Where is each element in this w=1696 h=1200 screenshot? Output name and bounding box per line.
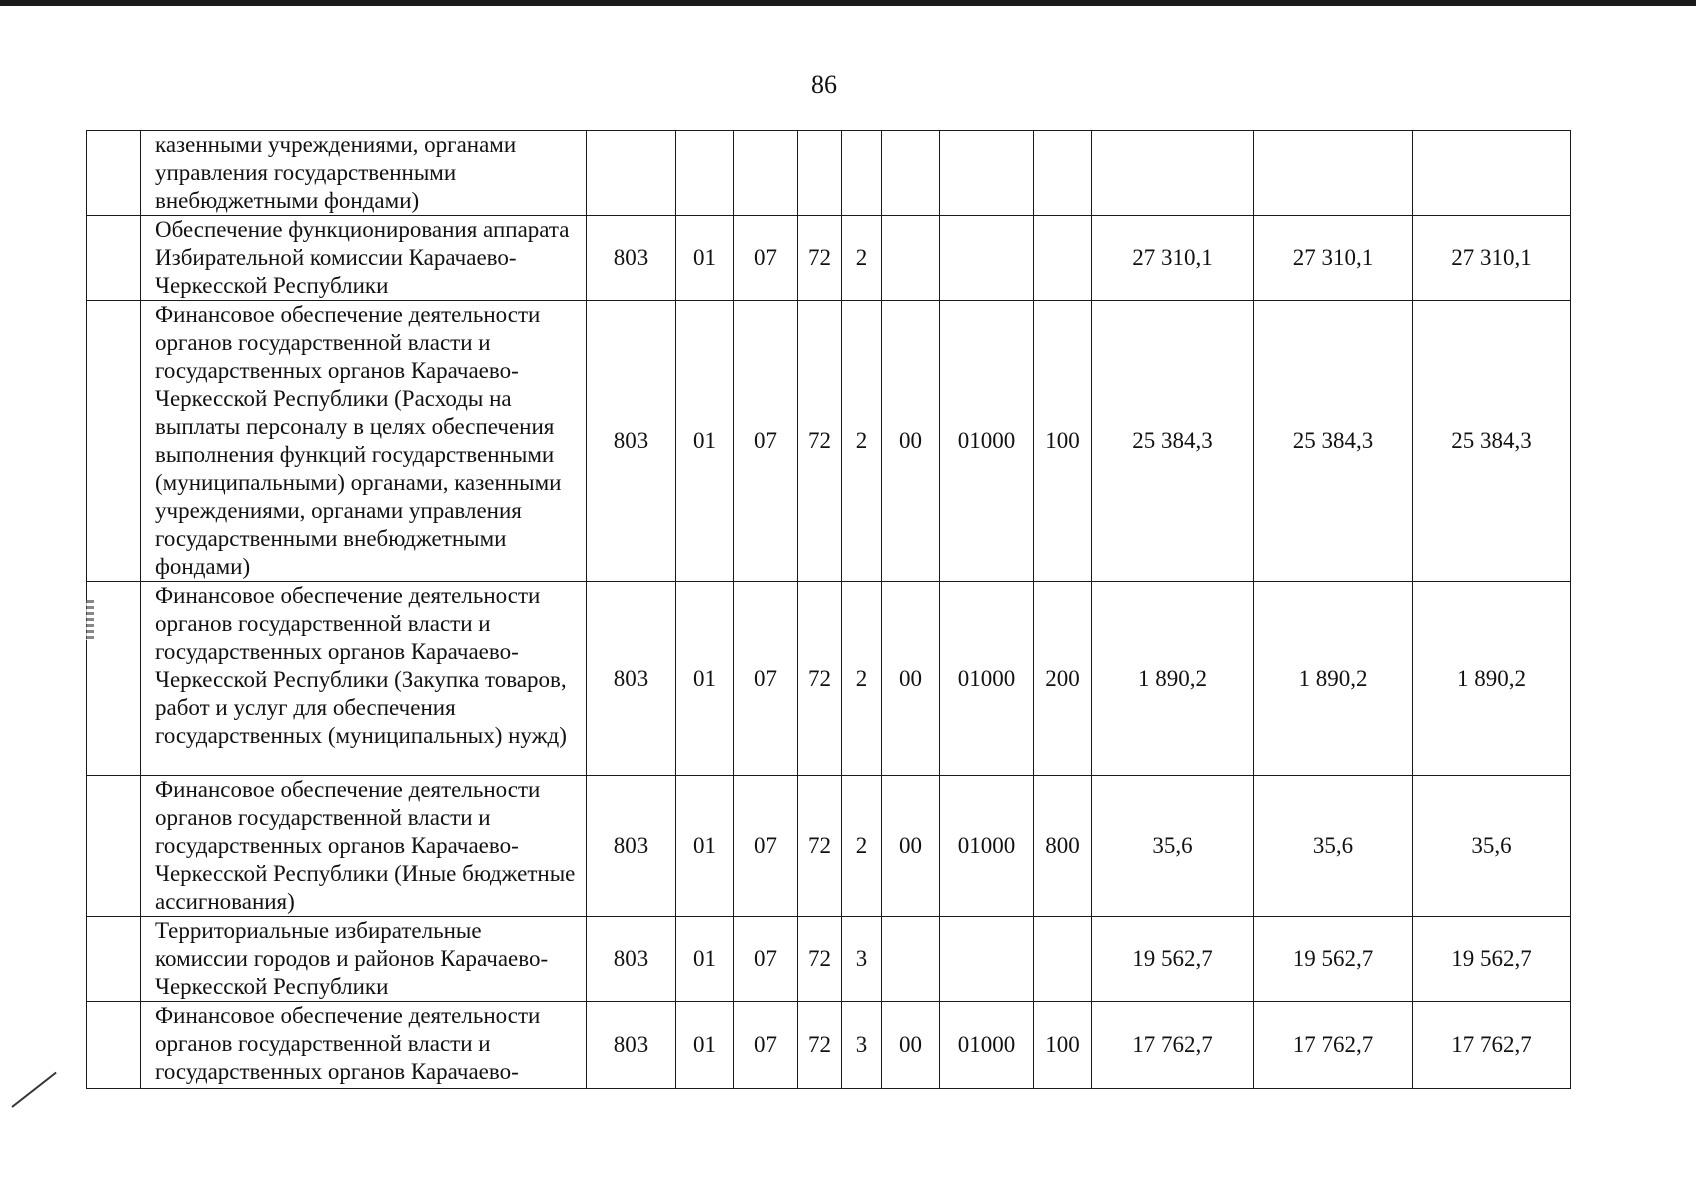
expense-type-code: 100 xyxy=(1034,301,1092,582)
sum-year-1 xyxy=(1092,131,1254,216)
section-code: 01 xyxy=(676,301,734,582)
sum-year-2: 19 562,7 xyxy=(1254,917,1413,1002)
sum-year-2: 27 310,1 xyxy=(1254,216,1413,301)
row-number xyxy=(87,131,141,216)
program-code: 72 xyxy=(798,582,842,776)
ved-code xyxy=(587,131,676,216)
sum-year-3: 1 890,2 xyxy=(1413,582,1571,776)
direction-code xyxy=(940,216,1034,301)
sum-year-3 xyxy=(1413,131,1571,216)
expense-type-code xyxy=(1034,131,1092,216)
direction-code xyxy=(940,917,1034,1002)
sum-year-3: 25 384,3 xyxy=(1413,301,1571,582)
row-number xyxy=(87,776,141,917)
direction-code: 01000 xyxy=(940,776,1034,917)
section-code: 01 xyxy=(676,917,734,1002)
program-code xyxy=(798,131,842,216)
activity-code: 00 xyxy=(882,301,940,582)
table-row xyxy=(87,776,1571,917)
row-description: Финансовое обеспечение деятельности органов государственной власти и государственных органов Карачаево-Черкесской Республики (Закупка товаров, работ и услуг для обеспечения государственных (муниципальных) нужд) xyxy=(141,582,587,776)
row-description: Обеспечение функционирования аппарата Избирательной комиссии Карачаево-Черкесской Республики xyxy=(141,216,587,301)
activity-code: 00 xyxy=(882,776,940,917)
margin-scan-mark xyxy=(86,600,94,640)
expense-type-code: 800 xyxy=(1034,776,1092,917)
subprogram-code: 2 xyxy=(842,582,882,776)
ved-code: 803 xyxy=(587,216,676,301)
row-number xyxy=(87,1002,141,1089)
row-number xyxy=(87,216,141,301)
row-description: Финансовое обеспечение деятельности органов государственной власти и государственных органов Карачаево- xyxy=(141,1002,587,1089)
table-row xyxy=(87,1002,1571,1089)
table-row xyxy=(87,216,1571,301)
subsection-code: 07 xyxy=(734,1002,798,1089)
section-code: 01 xyxy=(676,582,734,776)
sum-year-3: 19 562,7 xyxy=(1413,917,1571,1002)
expense-type-code: 200 xyxy=(1034,582,1092,776)
sum-year-1: 1 890,2 xyxy=(1092,582,1254,776)
sum-year-2: 25 384,3 xyxy=(1254,301,1413,582)
subsection-code: 07 xyxy=(734,582,798,776)
table-row xyxy=(87,131,1571,216)
row-description: казенными учреждениями, органами управления государственными внебюджетными фондами) xyxy=(141,131,587,216)
row-description: Финансовое обеспечение деятельности органов государственной власти и государственных органов Карачаево-Черкесской Республики (Иные бюджетные ассигнования) xyxy=(141,776,587,917)
activity-code xyxy=(882,216,940,301)
sum-year-1: 35,6 xyxy=(1092,776,1254,917)
subprogram-code: 3 xyxy=(842,917,882,1002)
subprogram-code xyxy=(842,131,882,216)
expense-type-code xyxy=(1034,216,1092,301)
ved-code: 803 xyxy=(587,1002,676,1089)
table-row xyxy=(87,917,1571,1002)
section-code xyxy=(676,131,734,216)
program-code: 72 xyxy=(798,917,842,1002)
sum-year-1: 19 562,7 xyxy=(1092,917,1254,1002)
program-code: 72 xyxy=(798,301,842,582)
activity-code: 00 xyxy=(882,1002,940,1089)
expense-type-code: 100 xyxy=(1034,1002,1092,1089)
page-number: 86 xyxy=(811,70,837,99)
direction-code: 01000 xyxy=(940,301,1034,582)
activity-code xyxy=(882,131,940,216)
direction-code: 01000 xyxy=(940,582,1034,776)
subprogram-code: 2 xyxy=(842,216,882,301)
row-description: Финансовое обеспечение деятельности органов государственной власти и государственных органов Карачаево-Черкесской Республики (Расходы на выплаты персоналу в целях обеспечения выполнения функций государственными (муниципальными) органами, казенными учреждениями, органами управления государственными внебюджетными фондами) xyxy=(141,301,587,582)
table-row xyxy=(87,582,1571,776)
pen-mark xyxy=(11,1072,56,1108)
sum-year-1: 17 762,7 xyxy=(1092,1002,1254,1089)
program-code: 72 xyxy=(798,776,842,917)
row-number xyxy=(87,582,141,776)
ved-code: 803 xyxy=(587,582,676,776)
sum-year-3: 17 762,7 xyxy=(1413,1002,1571,1089)
budget-table xyxy=(86,130,1571,1089)
sum-year-2 xyxy=(1254,131,1413,216)
row-number xyxy=(87,301,141,582)
sum-year-2: 17 762,7 xyxy=(1254,1002,1413,1089)
sum-year-2: 35,6 xyxy=(1254,776,1413,917)
expense-type-code xyxy=(1034,917,1092,1002)
subprogram-code: 2 xyxy=(842,301,882,582)
section-code: 01 xyxy=(676,776,734,917)
direction-code: 01000 xyxy=(940,1002,1034,1089)
subsection-code: 07 xyxy=(734,301,798,582)
section-code: 01 xyxy=(676,1002,734,1089)
subsection-code: 07 xyxy=(734,216,798,301)
subsection-code: 07 xyxy=(734,776,798,917)
program-code: 72 xyxy=(798,1002,842,1089)
subsection-code xyxy=(734,131,798,216)
page-top-edge xyxy=(0,0,1696,6)
subprogram-code: 3 xyxy=(842,1002,882,1089)
row-description: Территориальные избирательные комиссии городов и районов Карачаево-Черкесской Республики xyxy=(141,917,587,1002)
activity-code: 00 xyxy=(882,582,940,776)
direction-code xyxy=(940,131,1034,216)
row-number xyxy=(87,917,141,1002)
sum-year-2: 1 890,2 xyxy=(1254,582,1413,776)
subsection-code: 07 xyxy=(734,917,798,1002)
sum-year-1: 25 384,3 xyxy=(1092,301,1254,582)
activity-code xyxy=(882,917,940,1002)
section-code: 01 xyxy=(676,216,734,301)
ved-code: 803 xyxy=(587,917,676,1002)
sum-year-3: 35,6 xyxy=(1413,776,1571,917)
sum-year-1: 27 310,1 xyxy=(1092,216,1254,301)
table-row xyxy=(87,301,1571,582)
subprogram-code: 2 xyxy=(842,776,882,917)
ved-code: 803 xyxy=(587,301,676,582)
ved-code: 803 xyxy=(587,776,676,917)
program-code: 72 xyxy=(798,216,842,301)
sum-year-3: 27 310,1 xyxy=(1413,216,1571,301)
